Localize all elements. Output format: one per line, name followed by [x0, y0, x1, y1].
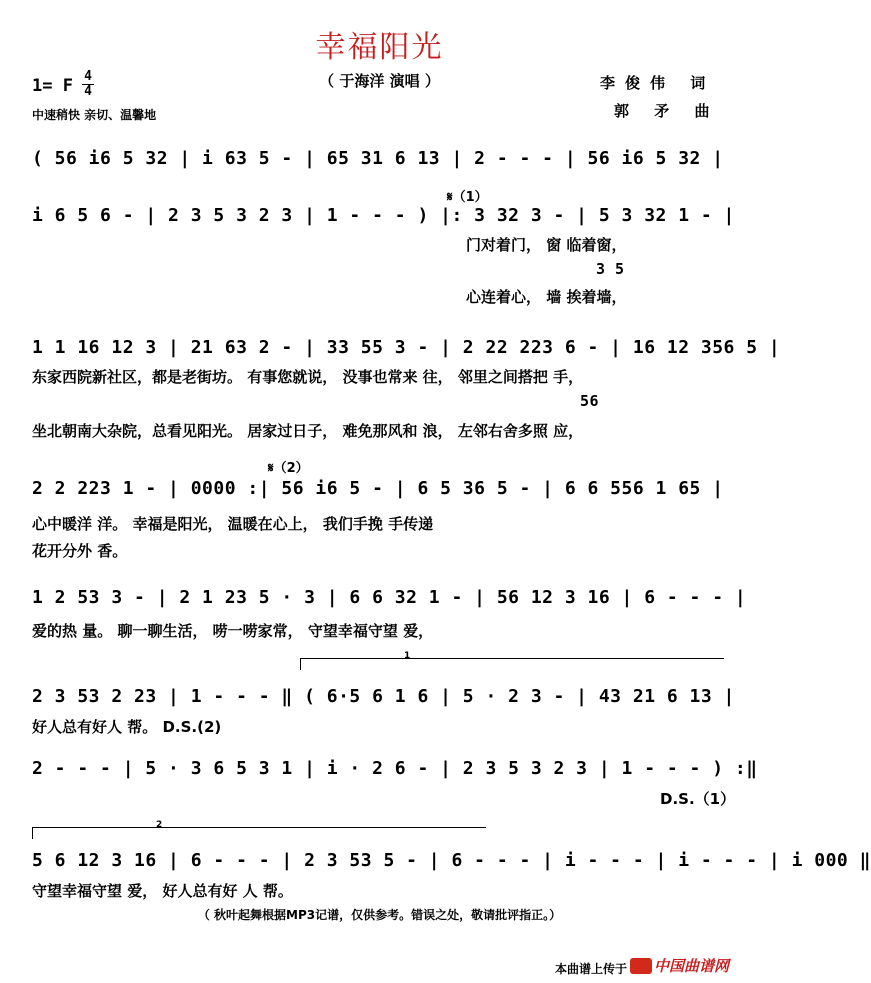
volta-number-2: 2 [156, 820, 163, 830]
score-line-4: 2 2 223 1 - | 0000 :| 56 i6 5 - | 6 5 36 5 - | 6 6 556 1 65 | [32, 478, 724, 499]
score-line-2: i 6 5 6 - | 2 3 5 3 2 3 | 1 - - - ) |: 3 32 3 - | 5 3 32 1 - | [32, 205, 735, 226]
transcription-note: （ 秋叶起舞根据MP3记谱，仅供参考。错误之处，敬请批评指正。） [197, 908, 562, 922]
score-variant-2: 3 5 [596, 260, 625, 278]
tempo-marking: 中速稍快 亲切、温馨地 [32, 108, 157, 122]
score-variant-3: 56 [580, 392, 600, 410]
upload-caption: 本曲谱上传于 [554, 962, 627, 976]
lyric-line-4-verse2: 花开分外 香。 [32, 542, 128, 560]
time-signature [82, 70, 94, 99]
lyric-line-2-verse1: 门对着门， 窗 临着窗， [466, 236, 627, 254]
time-sig-top: 4 [84, 69, 92, 84]
lyric-line-8: 守望幸福守望 爱， 好人总有好 人 帮。 [32, 882, 293, 900]
score-line-6: 2 3 53 2 23 | 1 - - - ‖ ( 6·5 6 1 6 | 5 · 2 3 - | 43 21 6 13 | [32, 686, 735, 707]
volta-bracket-1 [300, 658, 724, 659]
volta-bracket-2 [32, 827, 486, 828]
lyric-line-3-verse1: 东家西院新社区，都是老街坊。 有事您就说， 没事也常来 往， 邻里之间搭把 手， [32, 368, 584, 386]
lyric-line-4-verse1: 心中暖洋 洋。 幸福是阳光， 温暖在心上， 我们手挽 手传递 [32, 515, 434, 533]
score-line-7: 2 - - - | 5 · 3 6 5 3 1 | i · 2 6 - | 2 3 5 3 2 3 | 1 - - - ) :‖ [32, 758, 758, 779]
score-line-8: 5 6 12 3 16 | 6 - - - | 2 3 53 5 - | 6 - - - | i - - - | i - - - | i 000 ‖ [32, 850, 871, 871]
volta-bracket-2-end [32, 827, 33, 839]
song-title: 幸福阳光 [315, 30, 444, 65]
segno-2: 𝄋（2） [268, 461, 309, 476]
key-signature: 1= F [32, 76, 73, 96]
lyricist-credit: 李俊伟 词 [600, 74, 716, 92]
composer-credit: 郭 矛 曲 [614, 102, 720, 120]
segno-1: 𝄋（1） [447, 190, 488, 205]
time-sig-bottom: 4 [84, 84, 92, 99]
lyric-line-5: 爱的热 量。 聊一聊生活， 唠一唠家常， 守望幸福守望 爱， [32, 622, 434, 640]
score-line-3: 1 1 16 12 3 | 21 63 2 - | 33 55 3 - | 2 22 223 6 - | 16 12 356 5 | [32, 337, 781, 358]
score-line-1: ( 56 i6 5 32 | i 63 5 - | 65 31 6 13 | 2 - - - | 56 i6 5 32 | [32, 148, 724, 169]
lyric-line-3-verse2: 坐北朝南大杂院，总看见阳光。 居家过日子， 难免那风和 浪， 左邻右舍多照 应， [32, 422, 584, 440]
site-logo-text: 中国曲谱网 [654, 957, 730, 975]
lyric-line-6: 好人总有好人 帮。 D.S.(2) [32, 718, 222, 736]
site-logo[interactable] [630, 955, 748, 977]
lyric-line-2-verse2: 心连着心， 墙 挨着墙， [466, 288, 627, 306]
volta-bracket-1-end [300, 658, 301, 670]
volta-number-1: 1 [404, 651, 411, 661]
note-icon [630, 958, 652, 974]
ds-marking-1: D.S.（1） [660, 790, 736, 808]
score-line-5: 1 2 53 3 - | 2 1 23 5 · 3 | 6 6 32 1 - | 56 12 3 16 | 6 - - - | [32, 587, 747, 608]
singer-credit: （ 于海洋 演唱 ） [319, 72, 440, 90]
